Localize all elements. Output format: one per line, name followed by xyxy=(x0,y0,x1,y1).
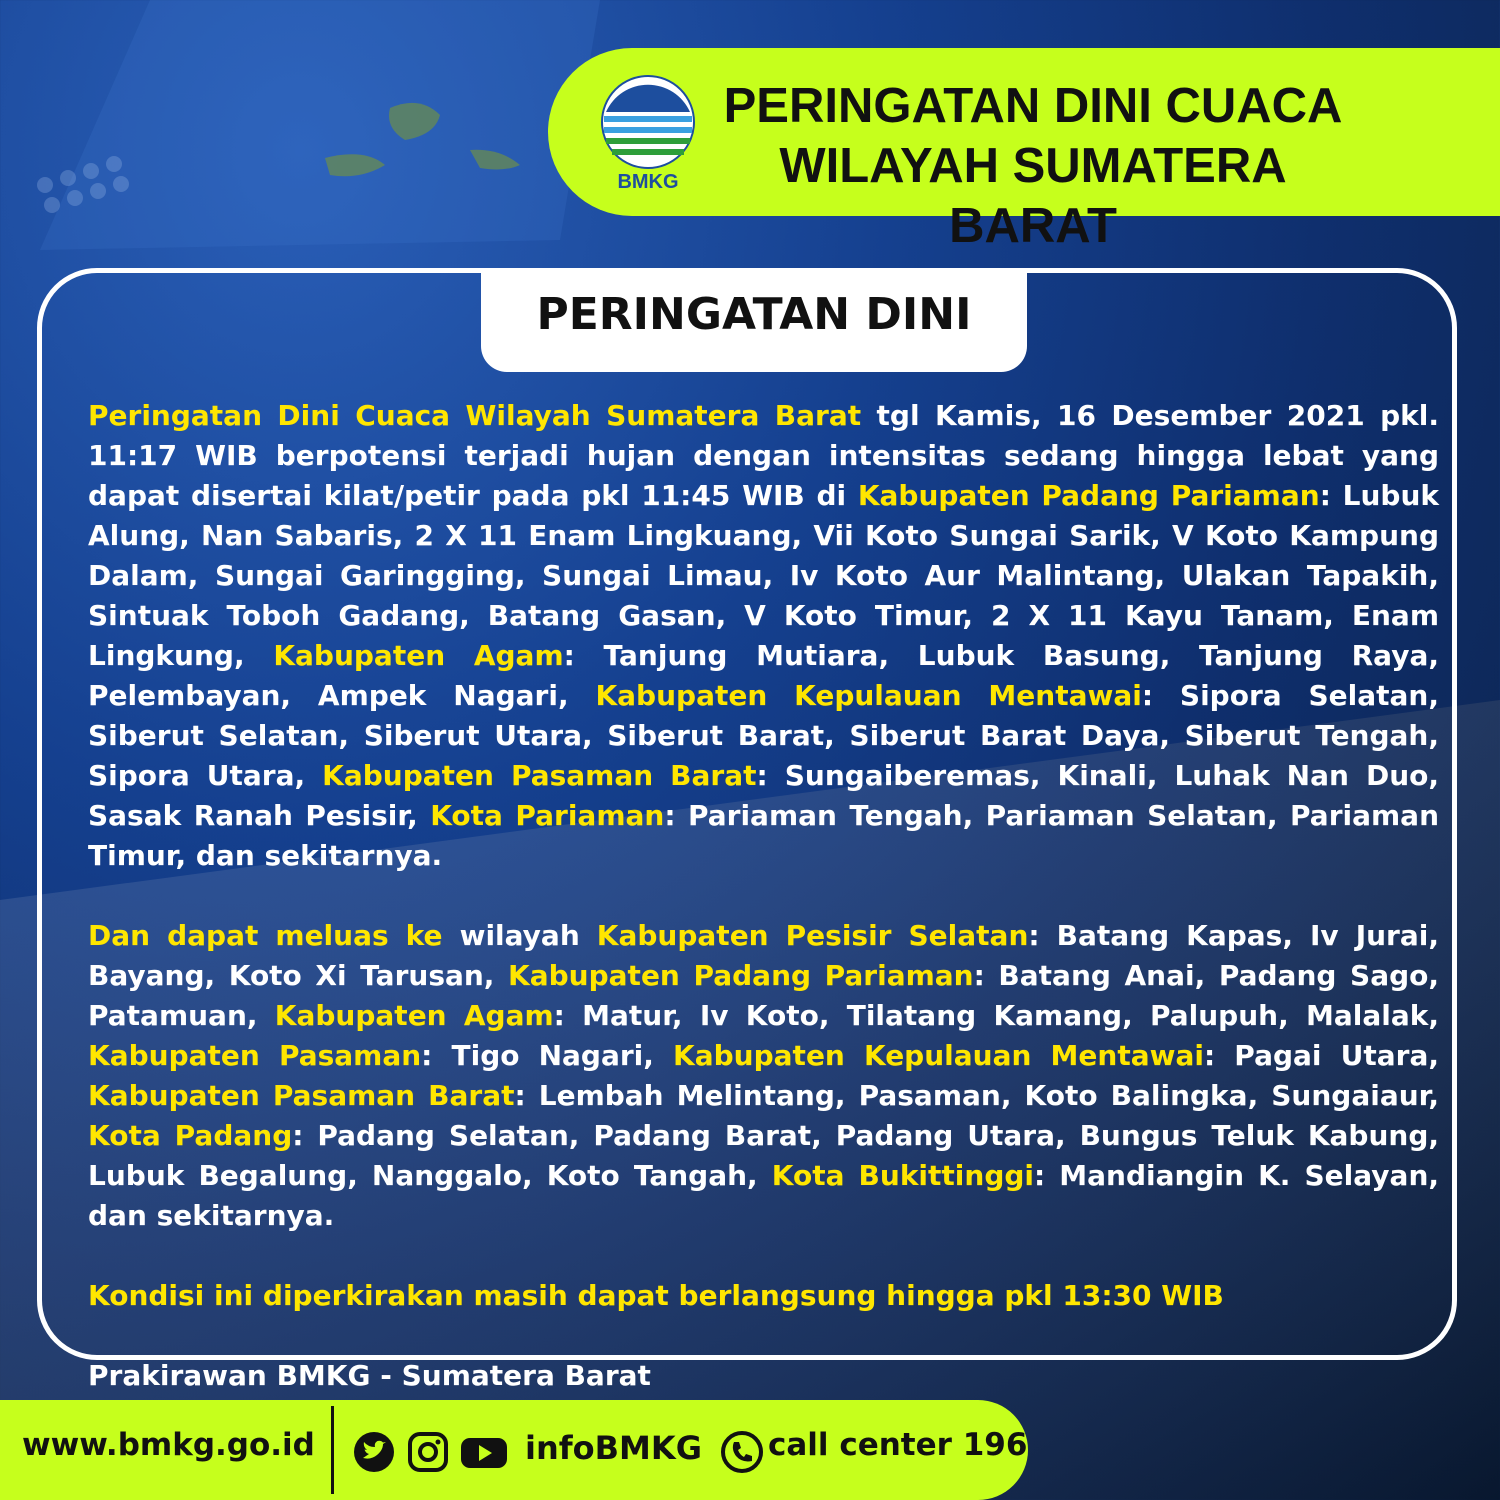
text-segment: : Matur, Iv Koto, Tilatang Kamang, Palupuh, Malalak, xyxy=(553,999,1440,1032)
text-segment: : Lubuk Alung, Nan Sabaris, 2 X 11 Enam Lingkuang, Vii Koto Sungai Sarik, V Koto Kampung Dalam, Sungai Garingging, Sungai Limau, Iv Koto Aur Malintang, Ulakan Tapakih, Sintuak Toboh Gadang, Batang Gasan, V Koto Timur, 2 X 11 Kayu Tanam, Enam Lingkung, xyxy=(88,479,1439,672)
region-highlight: Kabupaten Agam xyxy=(273,639,564,672)
warning-paragraph-1 xyxy=(88,396,1439,876)
twitter-icon[interactable] xyxy=(352,1430,396,1474)
text-segment: tgl Kamis, 16 Desember 2021 pkl. 11:17 WIB berpotensi terjadi hujan dengan intensitas sedang hingga lebat yang dapat disertai kilat/petir pada pkl 11:45 WIB di xyxy=(88,399,1439,512)
text-segment: wilayah xyxy=(442,919,597,952)
text-segment: : Sungaiberemas, Kinali, Luhak Nan Duo, Sasak Ranah Pesisir, xyxy=(88,759,1440,832)
region-highlight: Kabupaten Padang Pariaman xyxy=(857,479,1320,512)
region-highlight: Peringatan Dini Cuaca Wilayah Sumatera Barat xyxy=(88,399,862,432)
region-highlight: Kabupaten Agam xyxy=(274,999,554,1032)
region-highlight: Kabupaten Pesisir Selatan xyxy=(596,919,1029,952)
region-highlight: Kota Bukittinggi xyxy=(771,1159,1035,1192)
text-segment: : Tanjung Mutiara, Lubuk Basung, Tanjung Raya, Pelembayan, Ampek Nagari, xyxy=(88,639,1439,712)
text-segment: : Mandiangin K. Selayan, dan sekitarnya. xyxy=(88,1159,1440,1232)
text-segment: : Tigo Nagari, xyxy=(421,1039,674,1072)
warning-paragraph-2 xyxy=(88,916,1439,1236)
region-highlight: Kabupaten Pasaman Barat xyxy=(322,759,757,792)
region-highlight: Kota Padang xyxy=(88,1119,293,1152)
region-highlight: Dan dapat meluas ke xyxy=(88,919,443,952)
text-segment: : Batang Anai, Padang Sago, Patamuan, xyxy=(88,959,1440,1032)
region-highlight: Kabupaten Kepulauan Mentawai xyxy=(595,679,1142,712)
phone-icon xyxy=(720,1430,764,1474)
condition-note: Kondisi ini diperkirakan masih dapat berlangsung hingga pkl 13:30 WIB xyxy=(88,1279,1224,1312)
call-center[interactable]: call center 196 xyxy=(768,1427,1028,1463)
text-segment: : Pagai Utara, xyxy=(1203,1039,1439,1072)
card-tab-title: PERINGATAN DINI xyxy=(481,272,1027,372)
instagram-icon[interactable] xyxy=(406,1430,450,1474)
text-segment: : Batang Kapas, Iv Jurai, Bayang, Koto Xi Tarusan, xyxy=(88,919,1439,992)
bmkg-logo xyxy=(598,74,698,194)
header-title xyxy=(708,76,1358,256)
text-segment: : Pariaman Tengah, Pariaman Selatan, Pariaman Timur, dan sekitarnya. xyxy=(88,799,1439,872)
svg-text:BMKG: BMKG xyxy=(617,171,679,193)
signature: Prakirawan BMKG - Sumatera Barat xyxy=(88,1359,651,1392)
header-title-line2: WILAYAH SUMATERA BARAT xyxy=(779,139,1287,253)
header-title-line1: PERINGATAN DINI CUACA xyxy=(723,79,1343,133)
text-segment: : Lembah Melintang, Pasaman, Koto Balingka, Sungaiaur, xyxy=(514,1079,1439,1112)
region-highlight: Kabupaten Padang Pariaman xyxy=(508,959,974,992)
text-segment: : Padang Selatan, Padang Barat, Padang Utara, Bungus Teluk Kabung, Lubuk Begalung, Nanggalo, Koto Tangah, xyxy=(88,1119,1440,1192)
region-highlight: Kota Pariaman xyxy=(430,799,665,832)
text-segment: : Sipora Selatan, Siberut Selatan, Siberut Utara, Siberut Barat, Siberut Barat Daya, Siberut Tengah, Sipora Utara, xyxy=(88,679,1439,792)
region-highlight: Kabupaten Pasaman Barat xyxy=(88,1079,515,1112)
footer-bar xyxy=(0,1400,1028,1500)
region-highlight: Kabupaten Kepulauan Mentawai xyxy=(673,1039,1204,1072)
social-handle[interactable]: infoBMKG xyxy=(525,1429,702,1467)
header-banner xyxy=(548,48,1500,253)
youtube-icon[interactable] xyxy=(460,1430,508,1474)
footer-divider xyxy=(331,1406,334,1494)
website-link[interactable]: www.bmkg.go.id xyxy=(22,1427,315,1463)
warning-content xyxy=(88,396,1439,1396)
region-highlight: Kabupaten Pasaman xyxy=(88,1039,422,1072)
